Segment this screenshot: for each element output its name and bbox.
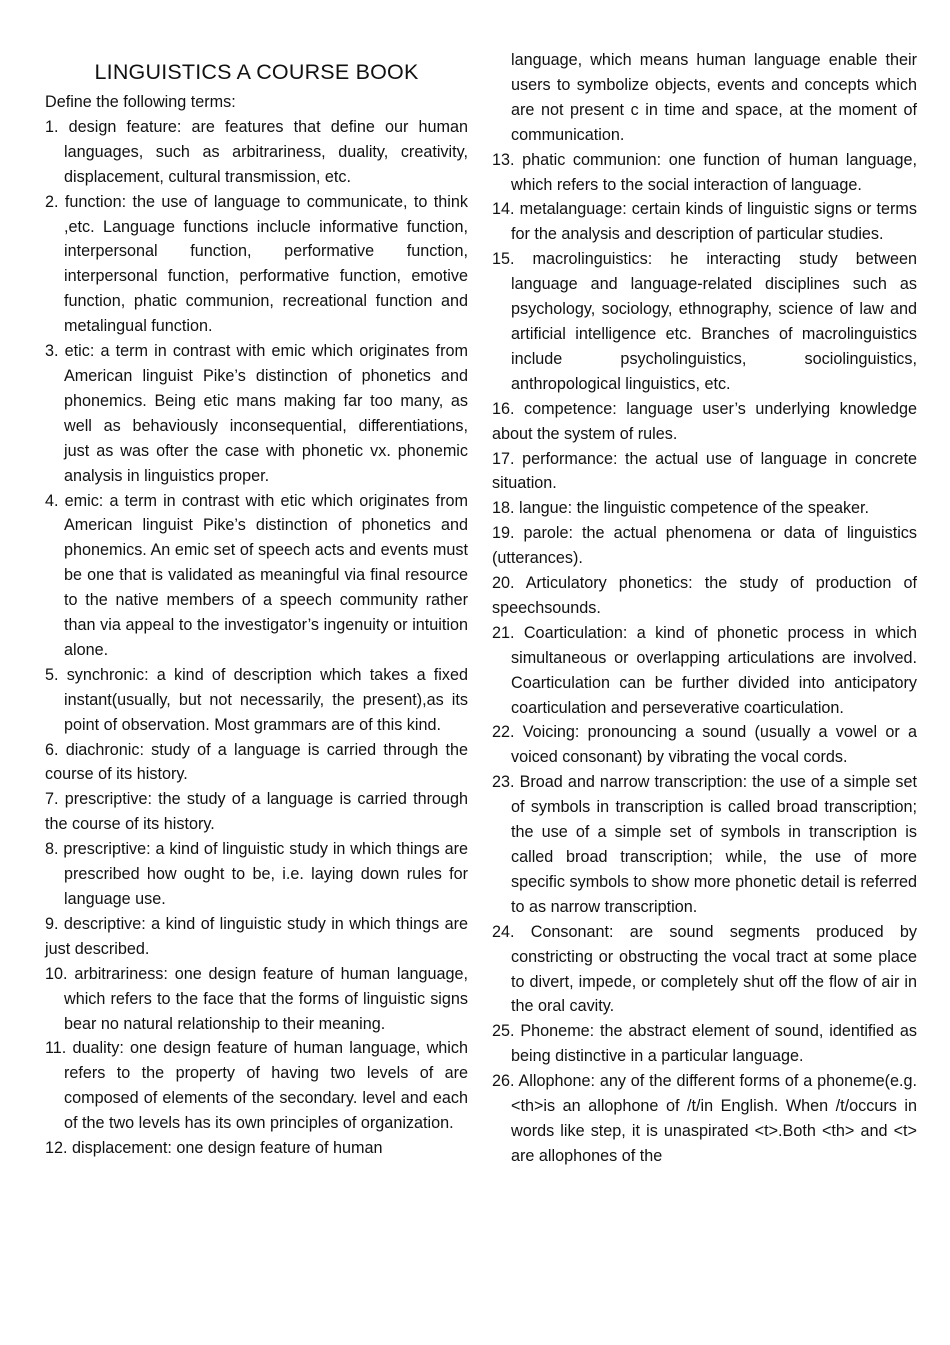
term-definition: 21. Coarticulation: a kind of phonetic process in which simultaneous or overlapping articulations are involved. Coarticulation can be further divided into anticipatory coarticulation and perseverative coarticulation.: [492, 623, 917, 717]
term-definition: 14. metalanguage: certain kinds of linguistic signs or terms for the analysis and description of particular studies.: [492, 200, 917, 244]
term-definition: 13. phatic communion: one function of human language, which refers to the social interaction of language.: [492, 150, 917, 194]
term-definition: 9. descriptive: a kind of linguistic study in which things are just described.: [45, 914, 468, 958]
term-definition: 25. Phoneme: the abstract element of sound, identified as being distinctive in a particular language.: [492, 1022, 917, 1066]
left-entries: [45, 115, 468, 1161]
term-definition: 17. performance: the actual use of language in concrete situation.: [492, 449, 917, 493]
term-definition: 10. arbitrariness: one design feature of human language, which refers to the face that the forms of linguistic signs bear no natural relationship to their meaning.: [45, 964, 468, 1033]
right-entries: [492, 48, 917, 1169]
term-definition: 8. prescriptive: a kind of linguistic study in which things are prescribed how ought to be, i.e. laying down rules for language use.: [45, 840, 468, 908]
term-definition: 11. duality: one design feature of human language, which refers to the property of having two levels of are composed of elements of the secondary. level and each of the two levels has its own principles of organization.: [45, 1039, 468, 1133]
term-definition: 6. diachronic: study of a language is carried through the course of its history.: [45, 740, 468, 784]
term-definition: 4. emic: a term in contrast with etic which originates from American linguist Pike’s distinction of phonetics and phonemics. An emic set of speech acts and events must be one that is validated as meaningful via final resource to the native members of a speech community rather than via appeal to the investigator’s ingenuity or intuition alone.: [45, 491, 468, 659]
page-title: LINGUISTICS A COURSE BOOK: [94, 60, 419, 84]
term-definition: 26. Allophone: any of the different forms of a phoneme(e.g. <th>is an allophone of /t/in English. When /t/occurs in words like step, it is unaspirated <t>.Both <th> and <t> are allophones of the: [492, 1072, 917, 1165]
term-definition: 22. Voicing: pronouncing a sound (usually a vowel or a voiced consonant) by vibrating the vocal cords.: [492, 723, 917, 767]
term-definition: 20. Articulatory phonetics: the study of production of speechsounds.: [492, 574, 917, 617]
intro-text: Define the following terms:: [45, 93, 236, 111]
term-definition: 19. parole: the actual phenomena or data of linguistics (utterances).: [492, 524, 917, 568]
term-definition: 5. synchronic: a kind of description which takes a fixed instant(usually, but not necessarily, the present),as its point of observation. Most grammars are of this kind.: [45, 665, 468, 734]
term-definition: 2. function: the use of language to communicate, to think ,etc. Language functions inclucle informative function, interpersonal function, performative function, interpersonal function, performative function, emotive function, phatic communion, recreational function and metalingual function.: [45, 192, 468, 336]
term-definition: 18. langue: the linguistic competence of the speaker.: [492, 499, 870, 518]
term-definition-continued: language, which means human language enable their users to symbolize objects, events and concepts which are not present c in time and space, at the moment of communication.: [511, 51, 917, 144]
left-column: [45, 48, 468, 1161]
term-definition: 16. competence: language user’s underlying knowledge about the system of rules.: [492, 399, 917, 443]
term-definition: 12. displacement: one design feature of human: [45, 1139, 383, 1158]
term-definition: 15. macrolinguistics: he interacting study between language and language-related disciplines such as psychology, sociology, ethnography, science of law and artificial intelligence etc. Branches of macrolinguistics include psycholinguistics, sociolinguistics, anthropological linguistics, etc.: [492, 250, 917, 393]
term-definition: 3. etic: a term in contrast with emic which originates from American linguist Pike’s distinction of phonetics and phonemics. Being etic mans making far too many, as well as behaviously inconsequential, differentiations, just as was ofter the case with phonetic vx. phonemic analysis in linguistics proper.: [45, 342, 468, 485]
term-definition: 23. Broad and narrow transcription: the use of a simple set of symbols in transcription is called broad transcription; the use of a simple set of symbols in transcription is called broad transcription; while, the use of more specific symbols to show more phonetic detail is referred to as narrow transcription.: [492, 773, 917, 916]
term-definition: 1. design feature: are features that define our human languages, such as arbitrariness, duality, creativity, displacement, cultural transmission, etc.: [45, 117, 468, 186]
term-definition: 7. prescriptive: the study of a language is carried through the course of its history.: [45, 790, 468, 834]
right-column: [492, 48, 917, 1169]
term-definition: 24. Consonant: are sound segments produced by constricting or obstructing the vocal tract at some place to divert, impede, or completely shut off the flow of air in the oral cavity.: [492, 922, 917, 1016]
